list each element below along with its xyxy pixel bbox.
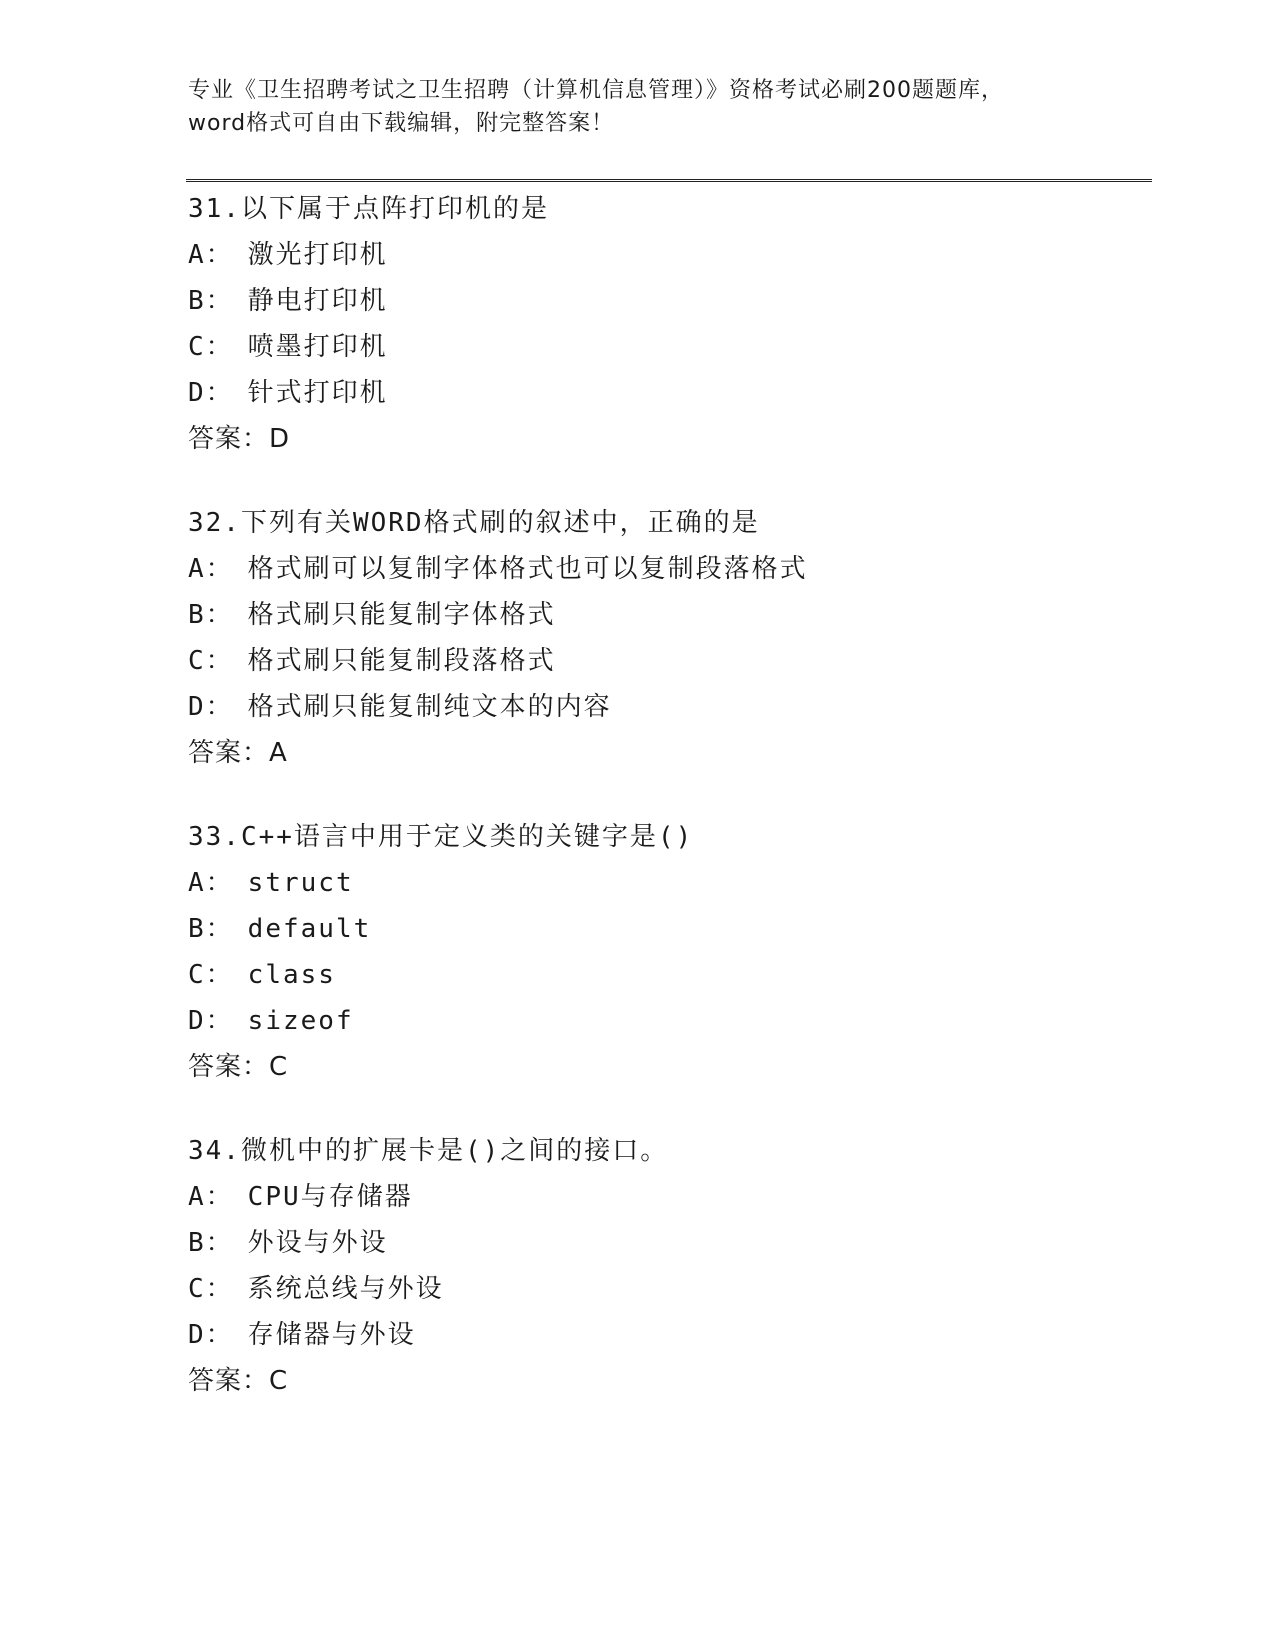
option-text: 激光打印机 [247, 240, 388, 270]
option-separator: ： [205, 960, 234, 990]
question-stem: 32.下列有关WORD格式刷的叙述中，正确的是 [188, 508, 760, 538]
option-text: default [247, 914, 372, 944]
option-a [188, 1174, 1088, 1220]
option-c [188, 952, 1088, 998]
option-letter: A [188, 868, 206, 898]
option-c [188, 1266, 1088, 1312]
option-letter: A [188, 1182, 206, 1212]
header-title-line-2: word格式可自由下载编辑，附完整答案！ [188, 111, 615, 136]
option-separator: ： [205, 600, 234, 630]
option-text: 外设与外设 [247, 1228, 388, 1258]
option-letter: D [188, 1320, 206, 1350]
option-text: 格式刷可以复制字体格式也可以复制段落格式 [247, 554, 808, 584]
option-b [188, 906, 1088, 952]
option-letter: A [188, 240, 206, 270]
option-text: CPU与存储器 [247, 1182, 413, 1212]
question-block [188, 186, 1088, 462]
option-d [188, 1312, 1088, 1358]
option-separator: ： [205, 646, 234, 676]
option-letter: B [188, 600, 206, 630]
option-a [188, 860, 1088, 906]
option-separator: ： [205, 692, 234, 722]
answer-line: 答案：D [188, 424, 291, 454]
option-b [188, 1220, 1088, 1266]
answer-line: 答案：C [188, 1052, 289, 1082]
option-letter: D [188, 692, 206, 722]
option-c [188, 324, 1088, 370]
option-separator: ： [205, 868, 234, 898]
question-stem: 34.微机中的扩展卡是()之间的接口。 [188, 1136, 669, 1166]
option-separator: ： [205, 914, 234, 944]
option-letter: A [188, 554, 206, 584]
option-text: 存储器与外设 [247, 1320, 416, 1350]
option-text: 针式打印机 [247, 378, 388, 408]
option-separator: ： [205, 1228, 234, 1258]
option-a [188, 546, 1088, 592]
option-text: 格式刷只能复制字体格式 [247, 600, 556, 630]
option-letter: C [188, 960, 206, 990]
option-separator: ： [205, 554, 234, 584]
option-separator: ： [205, 286, 234, 316]
option-separator: ： [205, 378, 234, 408]
option-letter: D [188, 378, 206, 408]
option-separator: ： [205, 1006, 234, 1036]
option-text: struct [247, 868, 354, 898]
option-b [188, 278, 1088, 324]
document-header [188, 74, 1088, 140]
option-text: 静电打印机 [247, 286, 388, 316]
option-text: sizeof [247, 1006, 354, 1036]
option-c [188, 638, 1088, 684]
option-a [188, 232, 1088, 278]
option-separator: ： [205, 1182, 234, 1212]
question-block [188, 500, 1088, 776]
option-d [188, 684, 1088, 730]
option-b [188, 592, 1088, 638]
option-letter: D [188, 1006, 206, 1036]
option-letter: B [188, 914, 206, 944]
answer-line: 答案：C [188, 1366, 289, 1396]
option-text: 格式刷只能复制纯文本的内容 [247, 692, 612, 722]
option-text: 喷墨打印机 [247, 332, 388, 362]
option-text: class [247, 960, 336, 990]
option-separator: ： [205, 332, 234, 362]
option-letter: C [188, 332, 206, 362]
question-stem: 33.C++语言中用于定义类的关键字是() [188, 822, 694, 852]
question-block [188, 1128, 1088, 1404]
option-text: 系统总线与外设 [247, 1274, 444, 1304]
option-separator: ： [205, 1320, 234, 1350]
question-block [188, 814, 1088, 1090]
option-letter: C [188, 1274, 206, 1304]
option-letter: C [188, 646, 206, 676]
option-letter: B [188, 286, 206, 316]
header-divider [186, 179, 1152, 182]
question-stem: 31.以下属于点阵打印机的是 [188, 194, 549, 224]
option-text: 格式刷只能复制段落格式 [247, 646, 556, 676]
option-separator: ： [205, 240, 234, 270]
option-letter: B [188, 1228, 206, 1258]
answer-line: 答案：A [188, 738, 288, 768]
header-title-line-1: 专业《卫生招聘考试之卫生招聘（计算机信息管理）》资格考试必刷200题题库， [188, 78, 1004, 103]
option-d [188, 998, 1088, 1044]
option-d [188, 370, 1088, 416]
option-separator: ： [205, 1274, 234, 1304]
